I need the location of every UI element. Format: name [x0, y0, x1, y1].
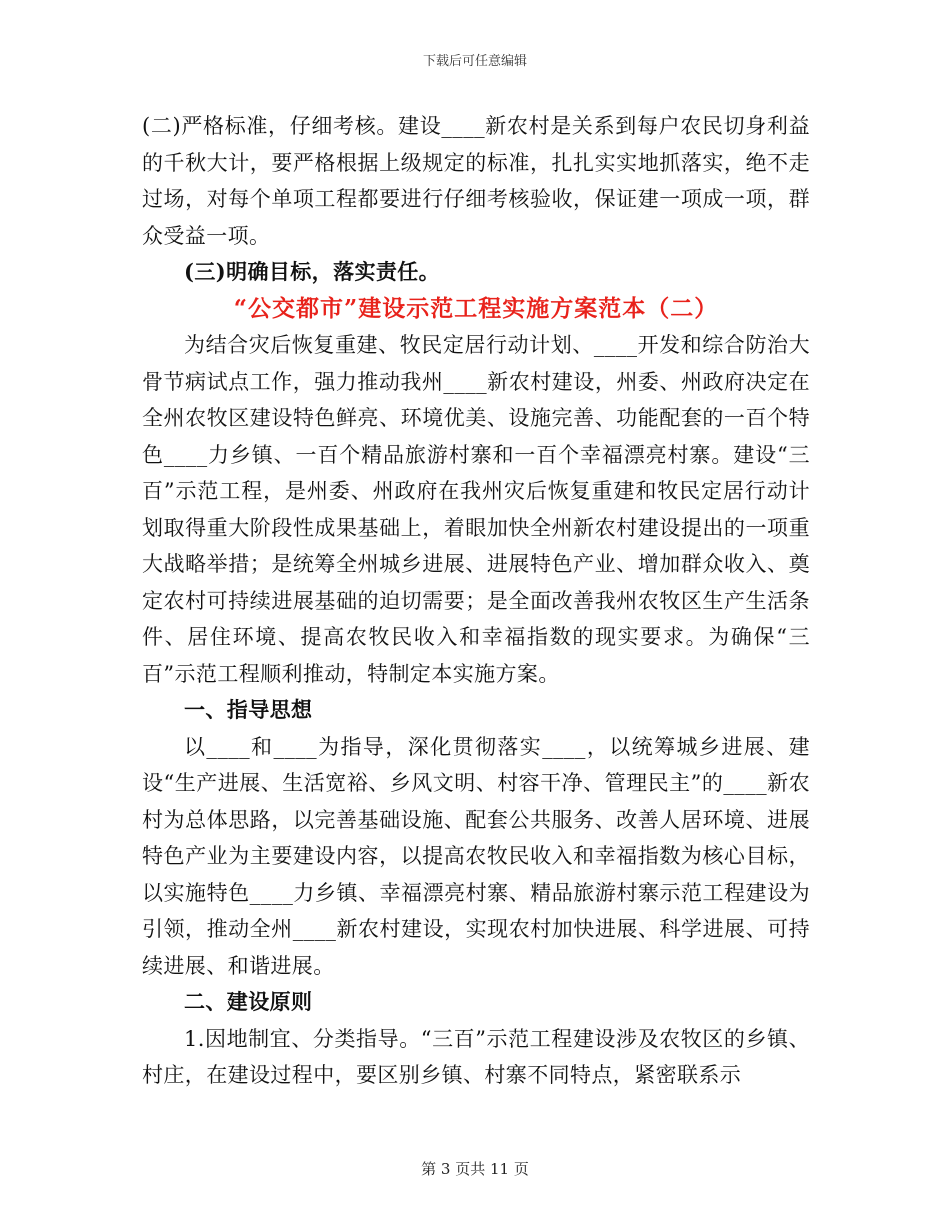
heading-construction-principles: 二、建设原则: [184, 989, 313, 1014]
heading-clear-goals: (三)明确目标，落实责任。: [184, 259, 441, 284]
paragraph-intro: 为结合灾后恢复重建、牧民定居行动计划、____开发和综合防治大骨节病试点工作，强力推动我州____新农村建设，州委、州政府决定在全州农牧区建设特色鲜亮、环境优美、设施完善、功能配套的一百个特色____力乡镇、一百个精品旅游村寨和一百个幸福漂亮村寨。建设“三百”示范工程，是州委、州政府在我州灾后恢复重建和牧民定居行动计划取得重大阶段性成果基础上，着眼加快全州新农村建设提出的一项重大战略举措；是统筹全州城乡进展、进展特色产业、增加群众收入、奠定农村可持续进展基础的迫切需要；是全面改善我州农牧区生产生活条件、居住环境、提高农牧民收入和幸福指数的现实要求。为确保“三百”示范工程顺利推动，特制定本实施方案。: [142, 333, 810, 686]
paragraph-strict-standards: (二)严格标准，仔细考核。建设____新农村是关系到每户农民切身利益的千秋大计，要严格根据上级规定的标准，扎扎实实地抓落实，绝不走过场，对每个单项工程都要进行仔细考核验收，保证建一项成一项，群众受益一项。: [142, 114, 810, 248]
paragraph-principle-1: 1.因地制宜、分类指导。“三百”示范工程建设涉及农牧区的乡镇、村庄，在建设过程中，要区别乡镇、村寨不同特点，紧密联系示: [142, 1026, 810, 1087]
document-title: “公交都市”建设示范工程实施方案范本（二）: [233, 294, 719, 322]
heading-guiding-thought: 一、指导思想: [184, 697, 313, 722]
paragraph-guiding-thought: 以____和____为指导，深化贯彻落实____，以统筹城乡进展、建设“生产进展、生活宽裕、乡风文明、村容干净、管理民主”的____新农村为总体思路，以完善基础设施、配套公共服务、改善人居环境、进展特色产业为主要建设内容，以提高农牧民收入和幸福指数为核心目标，以实施特色____力乡镇、幸福漂亮村寨、精品旅游村寨示范工程建设为引领，推动全州____新农村建设，实现农村加快进展、科学进展、可持续进展、和谐进展。: [142, 734, 810, 978]
page-header-note: 下载后可任意编辑: [422, 54, 527, 69]
page-number: 第 3 页共 11 页: [421, 1160, 529, 1178]
document-body: [142, 108, 810, 1094]
